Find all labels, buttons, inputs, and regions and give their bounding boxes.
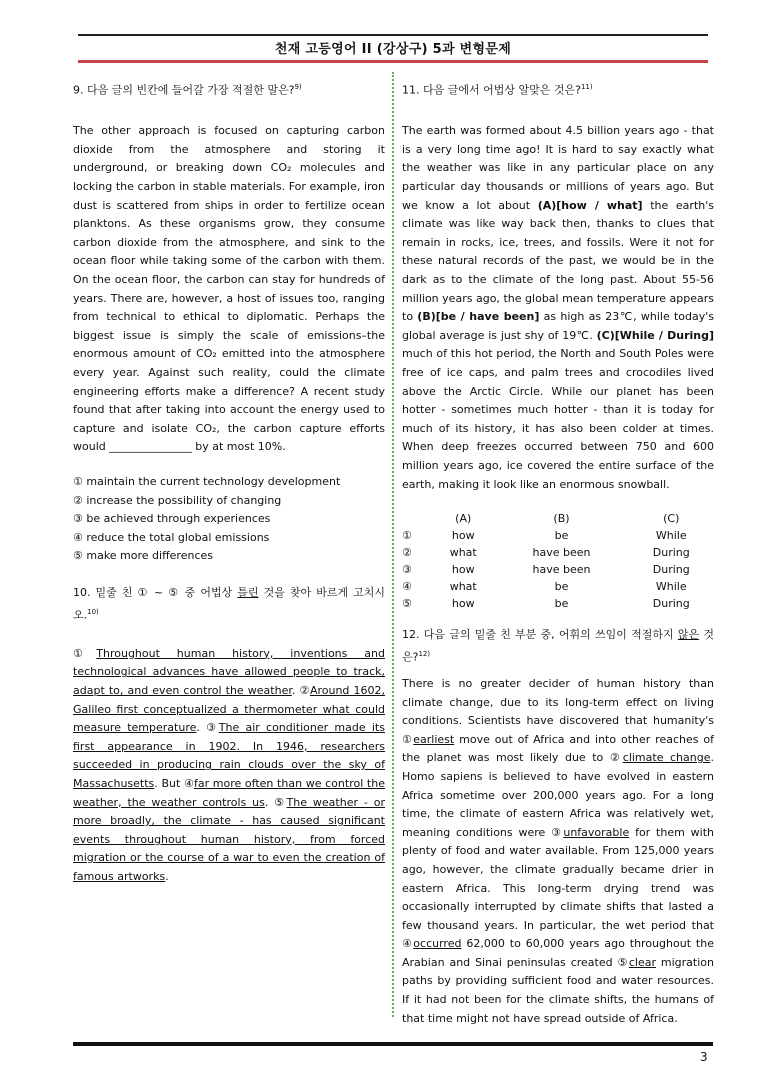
passage-segment-3: as high as 23℃, while today's global average is just shy of 19℃.: [402, 310, 714, 342]
cell-A: how: [451, 597, 475, 611]
question-12-prompt: [402, 626, 714, 667]
marker-4: ④: [183, 776, 194, 790]
cell-A: what: [449, 580, 477, 594]
underlined-part-3: The air conditioner made its first appearance in 1902. In 1946, researchers succeeded in producing rain clouds over the sky of Massachusetts: [73, 721, 385, 790]
question-9-text: 9. 다음 글의 빈칸에 들어갈 가장 적절한 말은?: [73, 83, 295, 97]
option-5[interactable]: ⑤ make more differences: [73, 549, 213, 563]
underlined-part-1: Throughout human history, inventions and technological advances have allowed people to track, adapt to, and even control the weather: [73, 646, 385, 697]
option-1[interactable]: ① maintain the current technology development: [73, 474, 341, 488]
passage-segment-2: the earth's climate was like way back then, thanks to clues that remain in rocks, ice, trees, and fossils. Were it not for these natural records of the past, we would be in the dark as to the climate of the long past. About 55-56 million years ago, the global mean temperature appears to: [402, 198, 714, 324]
header-blank: [402, 510, 432, 527]
page-number: 3: [700, 1050, 708, 1064]
passage-segment-4: for them with plenty of food and water available. From 125,000 years ago, however, the climate gradually became drier in eastern Africa. This long-term drying trend was occasionally interrupted by climate shifts that lasted a few thousand years. In particular, the wet period that: [402, 825, 714, 932]
question-12-footnote: 12): [418, 649, 431, 658]
choice-C: (C)[While / During]: [596, 328, 715, 342]
left-column: [73, 78, 385, 902]
header-red-rule: [78, 60, 708, 63]
question-11-text: 11. 다음 글에서 어법상 알맞은 것은?: [402, 83, 581, 97]
page-title: 천재 고등영어 II (강상구) 5과 변형문제: [274, 42, 512, 57]
row-number: ①: [402, 529, 412, 543]
cell-A: how: [451, 529, 475, 543]
cell-B: have been: [532, 546, 591, 560]
question-12-text-end: 것은?: [402, 628, 715, 664]
cell-C: During: [652, 563, 690, 577]
table-row[interactable]: [402, 578, 714, 595]
marker-1: ①: [73, 646, 97, 660]
passage-segment-1: There is no greater decider of human history than climate change, due to its long-term effect on living conditions. Scientists have discovered that humanity's: [402, 676, 714, 728]
marker-2: ②: [609, 751, 623, 765]
question-10-text-end: 것을 찾아 바르게 고치시오.: [73, 585, 385, 622]
cell-B: be: [554, 529, 569, 543]
underlined-word-2: climate change: [622, 751, 711, 765]
table-row[interactable]: [402, 595, 714, 612]
question-12-passage: [402, 675, 714, 1028]
question-11-footnote: 11): [580, 83, 593, 91]
question-10-footnote: 10): [87, 607, 99, 616]
option-3[interactable]: ③ be achieved through experiences: [73, 512, 271, 526]
row-number: ④: [402, 580, 412, 594]
connector-2: .: [196, 721, 207, 735]
answer-table-header: [402, 510, 714, 527]
question-10-prompt: [73, 584, 385, 625]
question-11-prompt: [402, 78, 714, 100]
question-10-passage: [73, 645, 385, 887]
cell-B: be: [554, 580, 569, 594]
cell-B: be: [554, 597, 569, 611]
marker-5: ⑤: [274, 795, 287, 809]
marker-4: ④: [402, 937, 414, 951]
question-9-passage: The other approach is focused on capturing carbon dioxide from the atmosphere and storing it underground, or breaking down CO₂ molecules and locking the carbon in stable materials. For example, iron dust is scattered from ships in order to fertilize ocean planktons. As these organisms grow, they consume carbon dioxide from the atmosphere, and sink to the ocean floor while taking some of the carbon with them. On the ocean floor, the carbon can stay for hundreds of years. There are, however, a host of issues too, ranging from technical to ethical to diplomatic. Perhaps the biggest issue is simply the scale of emissions–the enormous amount of CO₂ emitted into the atmosphere every year. Against such reality, could the climate engineering efforts make a difference? A recent study found that after taking into account the energy used to capture and isolate CO₂, the carbon capture efforts would _______________ by at most 10%.: [73, 124, 385, 454]
header-top-rule: [78, 34, 708, 36]
marker-2: ②: [299, 683, 310, 697]
question-9-prompt: [73, 78, 385, 100]
question-10-underlined: 틀린: [237, 585, 259, 599]
passage-segment-2: move out of Africa and into other reaches of the planet was most likely due to: [402, 732, 714, 765]
cell-C: During: [652, 546, 690, 560]
connector-4: .: [264, 795, 275, 809]
question-10-text: 10. 밑줄 친 ① ~ ⑤ 중 어법상: [73, 585, 238, 599]
passage-segment-6: migration paths by providing sufficient food and water resources. If it had not been for the climate shifts, the humans of that time might not have spread outside of Africa.: [402, 955, 714, 1025]
answer-table: [402, 510, 714, 612]
underlined-word-4: occurred: [413, 937, 462, 951]
question-11-passage: [402, 122, 714, 494]
connector-1: .: [291, 683, 300, 697]
table-row[interactable]: [402, 544, 714, 561]
underlined-part-5: The weather - or more broadly, the climate - has caused significant events throughout human history, from forced migration or the course of a war to even the creation of famous artworks: [73, 795, 385, 883]
footer-rule: [73, 1042, 713, 1046]
column-divider: [392, 72, 394, 1017]
cell-A: how: [451, 563, 475, 577]
connector-5: .: [165, 869, 169, 883]
marker-5: ⑤: [617, 955, 629, 969]
header-A: (A): [455, 512, 472, 526]
choice-B: (B)[be / have been]: [417, 310, 540, 324]
right-column: [402, 78, 714, 1044]
underlined-part-2: Around 1602, Galileo first conceptualized a thermometer what could measure temperature: [73, 683, 385, 735]
table-row[interactable]: [402, 527, 714, 544]
row-number: ③: [402, 563, 412, 577]
question-12-text: 12. 다음 글의 밑줄 친 부분 중, 어휘의 쓰임이 적절하지: [402, 628, 678, 642]
table-row[interactable]: [402, 561, 714, 578]
underlined-word-1: earliest: [413, 732, 455, 746]
cell-C: While: [655, 529, 687, 543]
cell-C: During: [652, 597, 690, 611]
passage-segment-4: much of this hot period, the North and South Poles were free of ice caps, and palm trees and crocodiles lived above the Arctic Circle. While our planet has been hotter - sometimes much hotter - than it is today for much of its history, it has also been colder at times. When deep freezes occurred between 750 and 600 million years ago, ice covered the entire surface of the earth, making it look like an enormous snowball.: [402, 347, 714, 491]
marker-3: ③: [206, 721, 219, 735]
header-B: (B): [553, 512, 570, 526]
cell-A: what: [449, 546, 477, 560]
underlined-word-3: unfavorable: [563, 825, 630, 839]
passage-segment-3: . Homo sapiens is believed to have evolved in eastern Africa sometime over 200,000 years ago. For a long time, the climate of eastern Africa was relatively wet, meaning conditions were: [402, 751, 714, 839]
marker-1: ①: [402, 732, 414, 746]
question-9-options: [73, 473, 385, 566]
question-9-footnote: 9): [294, 83, 302, 91]
passage-segment-1: The earth was formed about 4.5 billion years ago - that is a very long time ago! It is hard to say exactly what the weather was like in any particular place on any particular day thousands or millions of years ago. But we know a lot about: [402, 124, 714, 212]
underlined-part-4: far more often than we control the weather, the weather controls us: [73, 776, 385, 809]
cell-B: have been: [532, 563, 591, 577]
row-number: ②: [402, 546, 412, 560]
passage-segment-5: 62,000 to 60,000 years ago throughout the Arabian and Sinai peninsulas created: [402, 937, 714, 969]
choice-A: (A)[how / what]: [537, 198, 643, 212]
option-4[interactable]: ④ reduce the total global emissions: [73, 530, 270, 544]
underlined-word-5: clear: [628, 955, 656, 969]
marker-3: ③: [551, 825, 564, 839]
header-C: (C): [663, 512, 680, 526]
row-number: ⑤: [402, 597, 412, 611]
cell-C: While: [655, 580, 687, 594]
question-12-underlined: 않은: [677, 628, 700, 642]
option-2[interactable]: ② increase the possibility of changing: [73, 493, 282, 507]
connector-3: . But: [154, 776, 184, 790]
